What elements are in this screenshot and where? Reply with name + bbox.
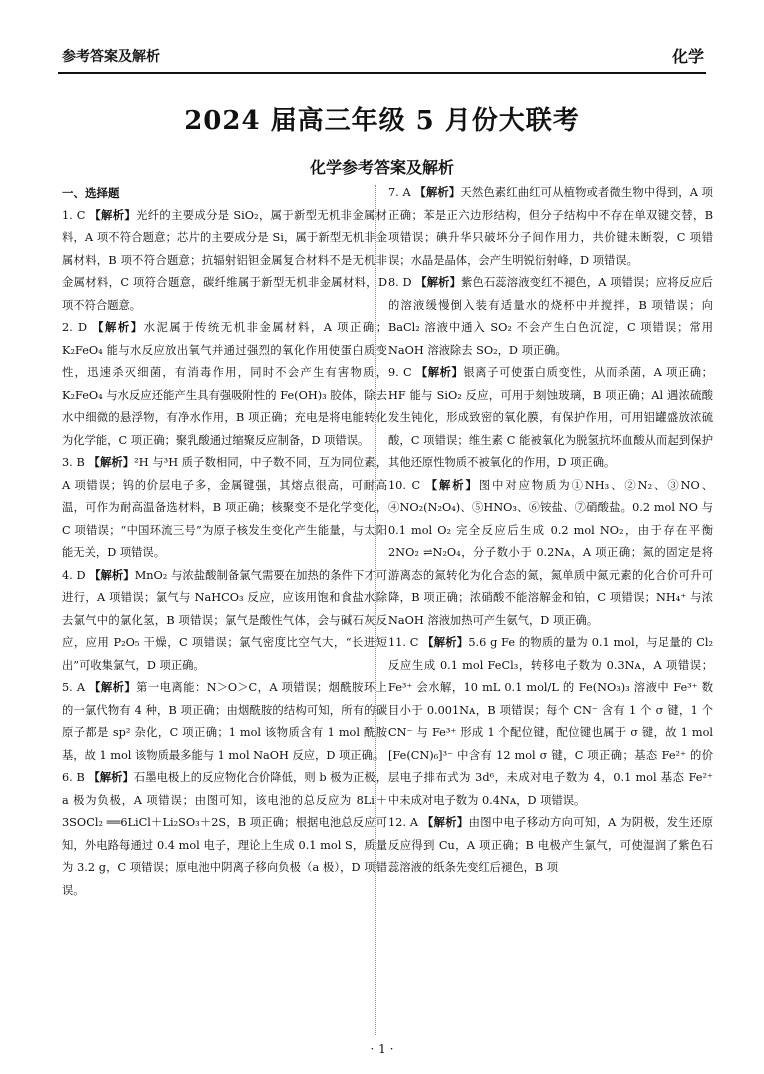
answer-item [62, 677, 387, 767]
item-number: 5. [62, 681, 73, 694]
item-answer: B [76, 771, 85, 784]
page-subtitle: 化学参考答案及解析 [309, 158, 454, 177]
answer-item [62, 317, 387, 452]
item-text: MnO₂ 与浓盐酸制备氯气需要在加热的条件下才可进行，A 项错误；氯气与 NaHCO₃ 反应，应该用饱和食盐水除去氯气中的氯化氢，B 项错误；氯气是酸性气体，会与碱石灰反应，应用 P₂O₅ 干燥，C 项错误；氯气密度比空气大，“长进短出”可收集氯气，D 项正确。 [62, 568, 387, 672]
item-tag: 【解析】 [414, 186, 461, 199]
item-tag: 【解析】 [425, 478, 479, 492]
item-text: 由图中电子移动方向可知，A 为阴极，发生还原反应得到 Cu，A 项正确；B 电极产生氯气，可使湿润了紫色石蕊溶液的纸条先变红后褪色，B 项 [388, 816, 713, 874]
item-number: 4. [62, 568, 73, 582]
item-tag: 【解析】 [88, 456, 135, 469]
item-answer: A [409, 816, 419, 829]
item-tag: 【解析】 [92, 321, 144, 334]
item-answer: C [76, 208, 86, 222]
item-number: 2. [62, 321, 73, 334]
item-text: 第一电离能：N＞O＞C，A 项错误；烟酰胺环上的一氯代物有 4 种，B 项正确；由烟酰胺的结构可知，所有的碳原子都是 sp² 杂化，C 项正确；1 mol 该物质含有 1 mol 酰胺基，故 1 mol 该物质最多能与 1 mol NaOH 反应，D 项正确。 [62, 681, 387, 762]
item-tag: 【解析】 [89, 681, 137, 694]
item-answer: B [76, 456, 85, 469]
item-answer: C [411, 478, 421, 492]
answer-item [388, 632, 713, 812]
section-label: 一、选择题 [62, 186, 120, 200]
header-subject: 化学 [671, 47, 704, 66]
answer-item [388, 362, 713, 475]
answer-item [62, 767, 387, 902]
item-tag: 【解析】 [88, 771, 134, 784]
item-number: 1. [62, 208, 73, 222]
header-left: 参考答案及解析 [62, 49, 160, 65]
item-number: 6. [62, 771, 73, 784]
item-tag: 【解析】 [422, 816, 469, 829]
item-text: 光纤的主要成分是 SiO₂，属于新型无机非金属材料，A 项不符合题意；芯片的主要成分是 Si，属于新型无机非金属材料，B 项不符合题意；抗辐射铝钽金属复合材料不是无机非金属材料，C 项符合题意，碳纤维属于新型无机非金属材料，D 项不符合题意。 [62, 208, 387, 312]
header-rule [58, 72, 706, 74]
right-column [388, 182, 713, 880]
item-text: 图中对应物质为①NH₃、②N₂、③NO、④NO₂(N₂O₄)、⑤HNO₃、⑥铵盐、⑦硝酸盐。0.2 mol NO 与 0.1 mol O₂ 完全反应后生成 0.2 mol NO₂，由于存在平衡 2NO₂ ⇌N₂O₄，分子数小于 0.2Nᴀ，A 项正确；氮的固定是将游离态的氮转化为化合态的氮，氮单质中氮元素的化合价可升可降，B 项正确；浓硝酸不能溶解金和铂，C 项错误；NH₄⁺ 与浓 NaOH 溶液加热可产生氨气，D 项正确。 [388, 478, 713, 627]
item-answer: A [402, 186, 411, 199]
column-divider [375, 185, 376, 1035]
item-number: 7. [388, 186, 399, 199]
answer-item [388, 182, 713, 272]
right-items [388, 182, 713, 880]
item-number: 10. [388, 478, 406, 492]
item-tag: 【解析】 [89, 568, 135, 582]
item-answer: C [409, 636, 419, 649]
item-text: 5.6 g Fe 的物质的量为 0.1 mol，与足量的 Cl₂ 反应生成 0.1 mol FeCl₃，转移电子数为 0.3Nᴀ，A 项错误；Fe³⁺ 会水解，10 mL 0.1 mol/L 的 Fe(NO₃)₃ 溶液中 Fe³⁺ 数目小于 0.001Nᴀ，B 项错误；每个 CN⁻ 含有 1 个 σ 键，1 个 CN⁻ 与 Fe³⁺ 形成 1 个配位键，配位键也属于 σ 键，故 1 mol [Fe(CN)₆]³⁻ 中含有 12 mol σ 键，C 项正确；基态 Fe²⁺ 的价层电子排布式为 3d⁶，未成对电子数为 4，0.1 mol 基态 Fe²⁺ 中未成对电子数为 0.4Nᴀ，D 项错误。 [388, 636, 713, 807]
item-tag: 【解析】 [415, 366, 464, 379]
item-number: 8. [388, 276, 399, 289]
item-tag: 【解析】 [422, 636, 469, 649]
page-number: · 1 · [370, 1042, 394, 1056]
item-text: 紫色石蕊溶液变红不褪色，A 项错误；应将反应后的溶液缓慢倒入装有适量水的烧杯中并搅拌，B 项错误；向 BaCl₂ 溶液中通入 SO₂ 不会产生白色沉淀，C 项错误；常用 NaOH 溶液除去 SO₂，D 项正确。 [388, 276, 713, 357]
item-number: 3. [62, 456, 73, 469]
left-column [62, 182, 387, 902]
item-answer: D [76, 568, 86, 582]
item-text: ²H 与³H 质子数相同，中子数不同，互为同位素，A 项错误；钨的价层电子多，金属键强，其熔点很高，可耐高温，可作为耐高温备选材料，B 项正确；核聚变不是化学变化，C 项错误；“中国环流三号”为原子核发生变化产生能量，与太阳能无关，D 项错误。 [62, 456, 388, 559]
item-text: 石墨电极上的反应物化合价降低，则 b 极为正极，a 极为负极，A 项错误；由图可知，该电池的总反应为 8Li＋3SOCl₂ ══6LiCl＋Li₂SO₃＋2S，B 项正确；根据电池总反应可知，外电路每通过 0.4 mol 电子，理论上生成 0.1 mol S，质量为 3.2 g，C 项错误；原电池中阴离子移向负极（a 极），D 项错误。 [62, 771, 388, 897]
item-number: 9. [388, 366, 399, 379]
item-text: 水泥属于传统无机非金属材料，A 项正确；K₂FeO₄ 能与水反应放出氧气并通过强烈的氧化作用使蛋白质变性，迅速杀灭细菌，有消毒作用，同时不会产生有害物质，K₂FeO₄ 与水反应还能产生具有强吸附性的 Fe(OH)₃ 胶体，除去水中细微的悬浮物，有净水作用，B 项正确；充电是将电能转化为化学能，C 项正确；聚乳酸通过缩聚反应制备，D 项错误。 [62, 321, 387, 447]
item-answer: D [402, 276, 412, 289]
item-tag: 【解析】 [415, 276, 462, 289]
item-answer: A [76, 681, 86, 694]
answer-item [62, 565, 387, 678]
answer-item [62, 452, 387, 565]
item-text: 银离子可使蛋白质变性，从而杀菌，A 项正确；HF 能与 SiO₂ 反应，可用于刻蚀玻璃，B 项正确；Al 遇浓硫酸发生钝化，形成致密的氧化膜，有保护作用，可用铝罐盛放浓硫酸，C 项错误；维生素 C 能被氧化为脱氢抗坏血酸从而起到保护其他还原性物质不被氧化的作用，D 项正确。 [388, 366, 713, 469]
item-answer: D [77, 321, 88, 334]
answer-item [388, 272, 713, 362]
item-text: 天然色素红曲红可从植物或者微生物中得到，A 项正确；苯是正六边形结构，但分子结构中不存在单双键交替，B 项错误；碘升华只破坏分子间作用力，共价键未断裂，C 项错误；水晶是晶体，会产生明锐衍射峰，D 项错误。 [388, 186, 713, 267]
page-title: 2024 届高三年级 5 月份大联考 [184, 106, 580, 136]
answer-item [62, 205, 387, 318]
answer-item [388, 475, 713, 633]
left-items [62, 205, 387, 903]
item-number: 12. [388, 816, 406, 829]
answer-item [388, 812, 713, 880]
item-number: 11. [388, 636, 406, 649]
item-answer: C [402, 366, 412, 379]
item-tag: 【解析】 [89, 208, 137, 222]
